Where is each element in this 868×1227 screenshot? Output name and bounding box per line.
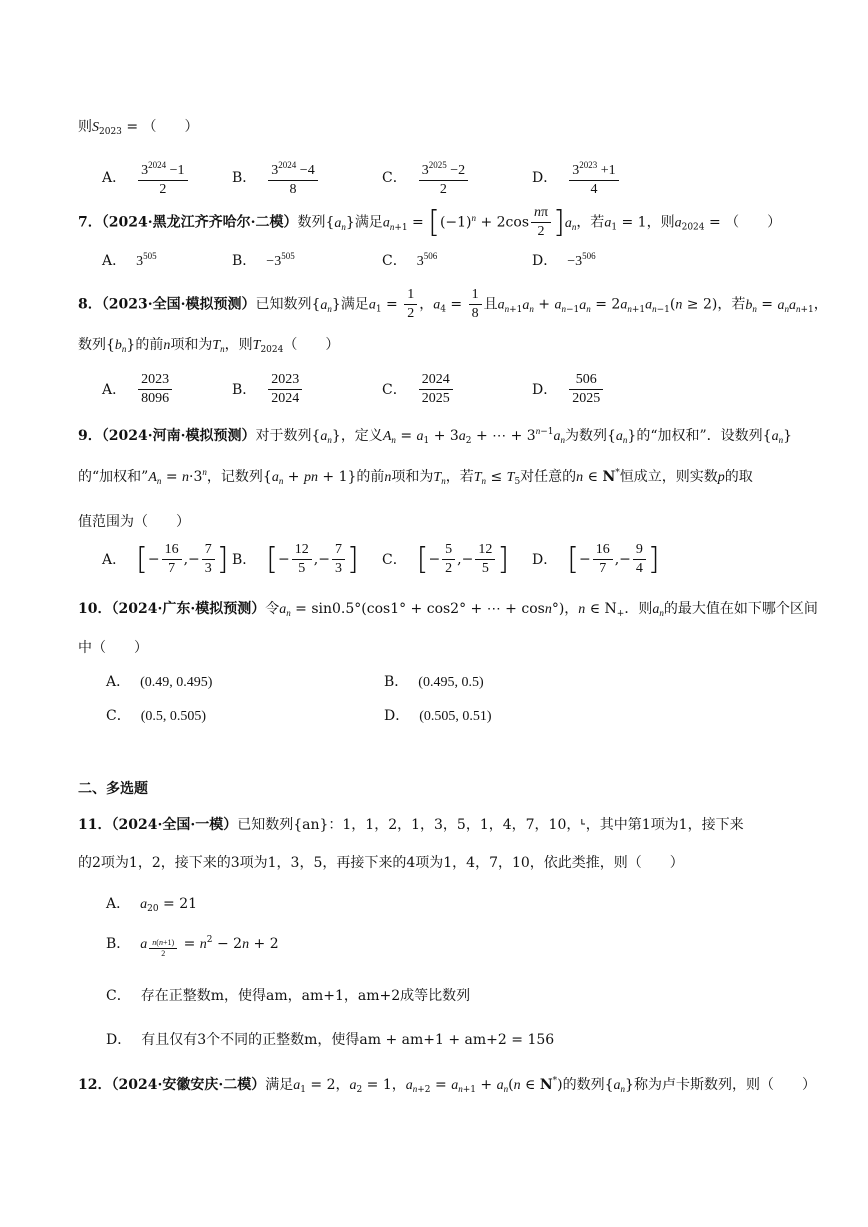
q7-option-c: C． $3^{506}$ xyxy=(382,251,438,269)
q11-stem-line2: 的2项为1，2，接下来的3项为1，3，5，再接下来的4项为1，4，7，10，依此类推，则（ ） xyxy=(78,855,684,871)
q10-option-a: A． (0.49, 0.495) xyxy=(106,674,213,690)
q11-option-d: D． 有且仅有3个不同的正整数m，使得am + am+1 + am+2 = 156 xyxy=(106,1032,555,1048)
q11-option-c: C． 存在正整数m，使得am，am+1，am+2成等比数列 xyxy=(106,988,471,1004)
q9-stem-line3: 值范围为（ ） xyxy=(78,514,190,530)
q8-option-a: A． $\frac{2023}{8096}$ xyxy=(102,371,174,408)
q11-stem-line1: 11．（2024·全国·一模）已知数列{an}：1，1，2，1，3，5，1，4，7，10，ᒻ，其中第1项为1，接下来 xyxy=(78,817,744,833)
q10-stem-line2: 中（ ） xyxy=(78,640,148,656)
q8-option-c: C． $\frac{2024}{2025}$ xyxy=(382,371,455,408)
q7-stem: 7．（2024·黑龙江齐齐哈尔·二模）数列$\{a_n\}$满足$a_{n+1} = [(-1)^n + 2\cos$ $\frac{n\pi}{2}$ ]$a_n$，若$a_1 = 1$，则$a_{2024}$ = （ ） xyxy=(78,205,782,240)
q9-option-c: C． [− $\frac{5}{2}$ ,− $\frac{12}{5}$ ] xyxy=(382,542,510,577)
q7-option-d: D． $-3^{506}$ xyxy=(532,251,596,269)
q12-stem: 12．（2024·安徽安庆·二模）满足$a_1 = 2$，$a_2 = 1$，$a_{n+2} = a_{n+1} + a_n(n$ ∈ N*)的数列$\{a_n\}$称为卢卡斯数列，则（ ） xyxy=(78,1076,816,1095)
q8-option-d: D． $\frac{506}{2025}$ xyxy=(532,371,605,408)
q8-stem-line1: 8．（2023·全国·模拟预测）已知数列$\{a_n\}$满足$a_1$ = $\frac{1}{2}$ ，$a_4$ = $\frac{1}{8}$ 且$a_{n+1}a_n + a_{n-1}a_n = 2a_{n+1}a_{n-1}(n \ge 2)$，若$b_n = a_na_{n+1}$， xyxy=(78,287,828,321)
q6-option-d: D． $\frac{3^{2023} +1}{4}$ xyxy=(532,156,621,199)
q11-option-b: B． a $_{\frac{n(n+1)}{2}}$ = $n^2 - 2n + 2$ xyxy=(106,935,279,958)
q11-option-a: A． $a_{20} = 21$ xyxy=(106,896,198,914)
q10-option-c: C． (0.5, 0.505) xyxy=(106,708,207,724)
q7-option-b: B． $-3^{505}$ xyxy=(232,251,295,269)
q10-option-b: B． (0.495, 0.5) xyxy=(384,674,484,690)
q8-stem-line2: 数列$\{b_n\}$的前n项和为$T_n$，则$T_{2024}$（ ） xyxy=(78,337,340,355)
q9-option-a: A． [− $\frac{16}{7}$ ,− $\frac{7}{3}$ ] xyxy=(102,542,229,577)
q8-option-b: B． $\frac{2023}{2024}$ xyxy=(232,371,304,408)
q6-option-a: A． $\frac{3^{2024} -1}{2}$ xyxy=(102,156,190,199)
q6-option-c: C． $\frac{3^{2025} -2}{2}$ xyxy=(382,156,470,199)
section-title-multiple-choice: 二、多选题 xyxy=(78,781,148,797)
q9-option-b: B． [− $\frac{12}{5}$ ,− $\frac{7}{3}$ ] xyxy=(232,542,359,577)
q9-stem-line2: 的“加权和$”A_n = n\cdot 3^n$，记数列{$a_n$ + pn + 1}的前n项和为$T_n$，若$T_n \le T_5$对任意的n ∈ N*恒成立，则实数p的取 xyxy=(78,467,753,487)
q9-stem-line1: 9．（2024·河南·模拟预测）对于数列$\{a_n\}$，定义$A_n = a_1 + 3a_2$ + ⋯ + $3^{n-1}a_n$为数列$\{a_n\}$的“加权和”．设数列$\{a_n\}$ xyxy=(78,426,792,446)
q10-stem-line1: 10．（2024·广东·模拟预测）令$a_n = \sin 0.5^\circ(\cos 1^\circ + \cos 2^\circ$ + ⋯ + cosn°)，n ∈ $N_+$．则$a_n$的最大值在如下哪个区间 xyxy=(78,601,818,619)
q6-tail-stem: 则$S_{2023}$ = （ ） xyxy=(78,119,199,137)
q9-option-d: D． [− $\frac{16}{7}$ ,− $\frac{9}{4}$ ] xyxy=(532,542,660,577)
q10-option-d: D． (0.505, 0.51) xyxy=(384,708,492,724)
q7-option-a: A． $3^{505}$ xyxy=(102,251,157,269)
q6-option-b: B． $\frac{3^{2024} -4}{8}$ xyxy=(232,156,320,199)
